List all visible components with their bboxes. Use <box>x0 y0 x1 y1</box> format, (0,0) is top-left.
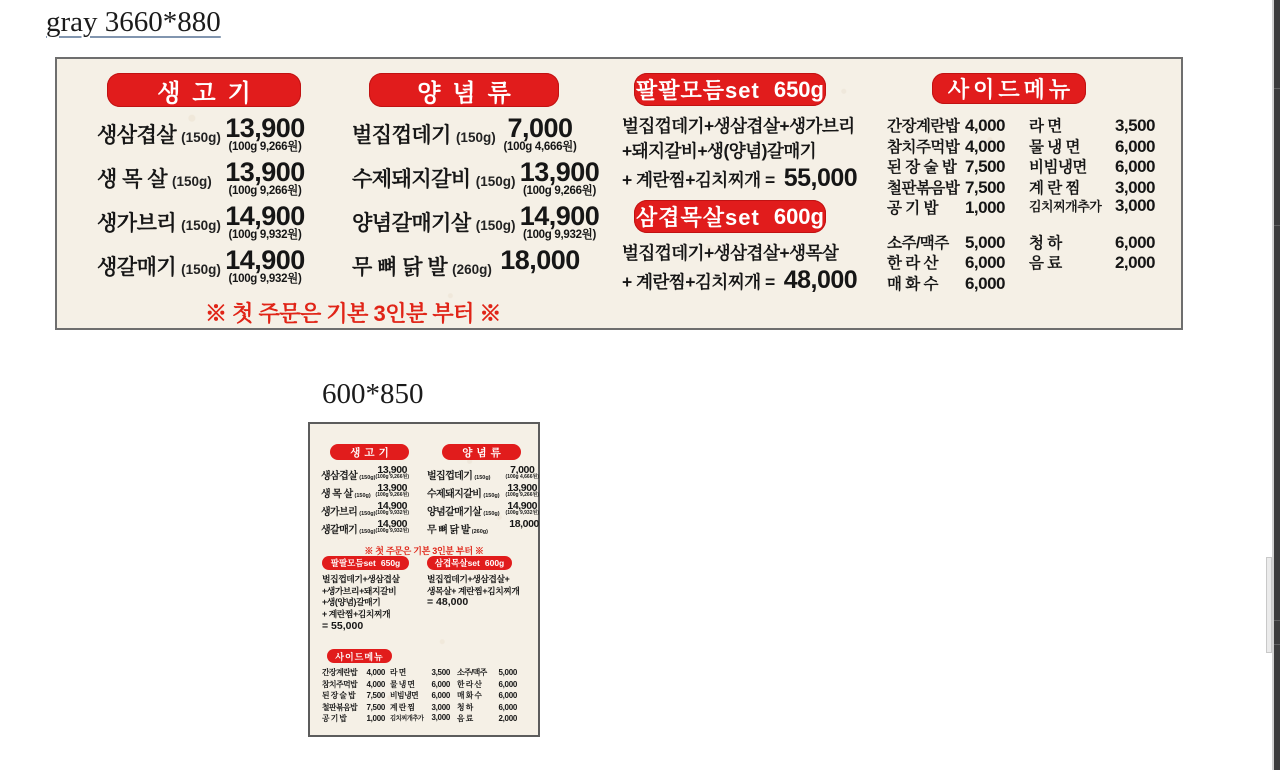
set2-description <box>622 241 857 295</box>
item-unit-price: (100g 9,266원) <box>375 474 409 480</box>
item-unit-price: (100g 9,932원) <box>375 528 409 534</box>
side-item-row <box>887 251 1005 272</box>
side-item-price: 6,000 <box>1114 157 1155 176</box>
side-item-price: 6,000 <box>498 702 517 712</box>
side-drinks-grid <box>887 231 1155 293</box>
side-item-price: 3,000 <box>431 713 450 722</box>
side-item-price: 4,000 <box>366 668 385 677</box>
set1-badge-title: 팔팔모듬set <box>636 78 760 103</box>
card-side-pair <box>390 679 450 690</box>
side-item-name: 비빔냉면 <box>1029 159 1087 176</box>
item-name: 수제돼지갈비 <box>427 489 482 500</box>
side-item-price: 4,000 <box>964 116 1005 135</box>
item-price-block <box>376 501 409 516</box>
side-item-name: 철판볶음밥 <box>887 179 960 197</box>
side-item-name: 참치주먹밥 <box>322 679 358 689</box>
item-price-block <box>221 203 309 241</box>
item-weight: (260g) <box>471 529 488 535</box>
item-price: 13,900 <box>507 482 538 494</box>
sets-column <box>622 73 858 294</box>
set1-price: 55,000 <box>783 164 858 192</box>
item-weight: (150g) <box>181 218 221 233</box>
item-price: 13,900 <box>377 482 408 494</box>
item-price-block <box>506 465 539 480</box>
set1-badge <box>634 73 826 106</box>
card-side-pair <box>322 679 385 690</box>
card-side-pair <box>390 690 450 701</box>
card-first-order-notice: ※ 첫 주문은 기본 3인분 부터 ※ <box>364 546 484 556</box>
set1-badge-weight: 650g <box>773 76 824 102</box>
item-weight: (150g) <box>455 130 496 145</box>
item-price-block <box>221 115 309 153</box>
item-price: 7,000 <box>510 464 535 476</box>
item-price-block <box>509 519 539 529</box>
card-raw-items <box>321 465 409 537</box>
set-description-line: 벌집껍데기+생삼겹살 <box>322 574 400 584</box>
side-menu-badge: 사이드메뉴 <box>932 73 1086 104</box>
side-item-price: 6,000 <box>964 253 1005 272</box>
side-item-price: 5,000 <box>964 232 1005 252</box>
side-item-name: 참치주먹밥 <box>887 138 960 156</box>
side-item-price: 6,000 <box>964 273 1005 293</box>
item-weight: (150g) <box>475 174 516 189</box>
card-raw-meat-badge: 생고기 <box>330 444 409 460</box>
side-item-price: 2,000 <box>1114 253 1155 272</box>
item-unit-price: (100g 9,932원) <box>228 273 302 285</box>
item-price: 13,900 <box>377 464 408 476</box>
set2-block <box>622 200 857 295</box>
side-item-row <box>1029 135 1155 156</box>
menu-item-row <box>427 483 539 501</box>
side-item-name: 청 하 <box>1029 234 1062 252</box>
item-price-block <box>376 483 409 498</box>
item-name: 생 목 살 <box>97 168 168 191</box>
set2-tail: + 계란찜+김치찌개 = <box>622 272 775 292</box>
side-item-price: 6,000 <box>431 679 450 689</box>
side-item-name: 김치찌개추가 <box>1029 199 1102 214</box>
side-item-row <box>1029 155 1155 176</box>
set-description-line: 벌집껍데기+생삼겹살+생목살 <box>622 243 839 263</box>
side-item-name: 계 란 찜 <box>390 702 415 712</box>
card-seasoned-badge: 양념류 <box>442 444 521 460</box>
item-price: 18,000 <box>509 518 539 530</box>
card-set2-description <box>427 574 539 609</box>
item-price: 13,900 <box>225 113 305 143</box>
item-unit-price: (100g 9,932원) <box>228 229 302 241</box>
item-name: 생갈매기 <box>321 525 358 536</box>
item-weight: (150g) <box>354 493 371 499</box>
item-weight: (150g) <box>172 174 212 189</box>
set2-badge-title: 삼겹목살set <box>636 205 760 230</box>
side-item-name: 된 장 술 밥 <box>887 159 957 176</box>
menu-item-row <box>97 247 309 291</box>
side-item-name: 공 기 밥 <box>887 200 939 217</box>
item-name: 생 목 살 <box>321 489 353 500</box>
set-description-line: 생목살+ 계란찜+김치찌개 <box>427 585 520 596</box>
side-item-price: 6,000 <box>498 691 517 700</box>
side-item-price: 7,500 <box>964 177 1005 197</box>
item-price: 13,900 <box>225 157 305 187</box>
card-side-pair <box>457 679 517 690</box>
menu-item-row <box>352 201 600 247</box>
menu-item-row <box>352 115 584 159</box>
menu-item-row <box>352 157 600 203</box>
menu-item-row <box>427 465 539 483</box>
side-item-price: 6,000 <box>1114 232 1155 252</box>
side-item-row <box>887 231 1005 252</box>
side-item-name: 비빔냉면 <box>390 691 419 700</box>
small-menu-card <box>308 422 540 737</box>
wide-menu-banner <box>55 57 1183 330</box>
card-set2-badge-weight: 600g <box>484 558 505 568</box>
item-weight: (150g) <box>181 262 221 277</box>
side-item-price: 6,000 <box>498 679 517 689</box>
side-item-price: 6,000 <box>1114 136 1155 156</box>
side-food-right <box>1029 114 1155 217</box>
side-item-row <box>887 135 1005 156</box>
seasoned-column <box>352 73 600 291</box>
card-side-pair <box>457 690 517 701</box>
side-item-name: 라 면 <box>390 668 406 677</box>
item-name: 생갈매기 <box>97 256 177 279</box>
edge-separator <box>1274 644 1280 645</box>
card-side-row <box>310 679 538 691</box>
menu-item-row <box>321 465 409 483</box>
side-drinks-left <box>887 231 1005 293</box>
item-weight: (150g) <box>483 493 500 499</box>
side-item-name: 공 기 밥 <box>322 714 347 723</box>
card-set1-badge-weight: 650g <box>380 558 401 568</box>
side-item-price: 7,500 <box>366 702 385 712</box>
first-order-notice: ※ 첫 주문은 기본 3인분 부터 ※ <box>205 301 501 326</box>
set-description-line: +생(양념)갈매기 <box>322 597 381 608</box>
set2-lines <box>622 241 857 266</box>
side-item-row <box>887 272 1005 293</box>
card-side-pair <box>457 713 517 724</box>
set-description-line: 벌집껍데기+생삼겹살+ <box>427 574 510 584</box>
item-name: 무 뼈 닭 발 <box>352 256 448 279</box>
side-item-price: 3,000 <box>431 702 450 712</box>
menu-item-row <box>321 501 409 519</box>
item-price-block <box>506 483 539 498</box>
set-description-line: +돼지갈비+생(양념)갈매기 <box>622 141 817 161</box>
card-set1-badge-title: 팔팔모듬set <box>330 558 376 568</box>
side-item-price: 4,000 <box>366 679 385 689</box>
menu-item-row <box>427 501 539 519</box>
side-item-price: 7,500 <box>366 691 385 700</box>
item-price: 13,900 <box>519 157 600 187</box>
side-item-row <box>887 196 1005 217</box>
raw-meat-badge: 생고기 <box>107 73 301 107</box>
side-drinks-right <box>1029 231 1155 293</box>
item-weight: (150g) <box>474 475 491 481</box>
item-price: 14,900 <box>507 500 538 512</box>
raw-meat-column <box>97 73 309 291</box>
item-price: 14,900 <box>377 500 408 512</box>
side-item-name: 음 료 <box>457 714 473 723</box>
side-item-name: 청 하 <box>457 702 473 712</box>
item-price: 14,900 <box>225 201 305 231</box>
item-unit-price: (100g 9,932원) <box>505 510 539 516</box>
item-price-block <box>221 159 309 197</box>
item-unit-price: (100g 9,266원) <box>228 185 302 197</box>
item-unit-price: (100g 9,266원) <box>522 185 597 197</box>
set-description-line: +생가브리+돼지갈비 <box>322 585 397 596</box>
menu-item-row <box>97 159 309 203</box>
side-item-name: 한 라 산 <box>887 255 939 272</box>
card-side-pair <box>390 702 450 713</box>
side-item-name: 매 화 수 <box>887 275 939 293</box>
side-item-price: 4,000 <box>964 136 1005 156</box>
set2-badge-weight: 600g <box>773 203 824 229</box>
card-side-pair <box>322 713 385 724</box>
item-price-block <box>496 247 584 273</box>
item-name: 생삼겹살 <box>321 471 358 482</box>
card-side-pair <box>322 690 385 701</box>
card-side-row <box>310 667 538 679</box>
raw-meat-items <box>97 115 309 291</box>
item-price-block <box>515 159 603 197</box>
side-item-name: 된 장 술 밥 <box>322 691 356 700</box>
card-side-menu-badge: 사이드메뉴 <box>327 649 392 663</box>
item-unit-price: (100g 9,266원) <box>375 492 409 498</box>
item-weight: (150g) <box>475 218 516 233</box>
side-item-name: 음 료 <box>1029 255 1062 272</box>
seasoned-badge: 양념류 <box>369 73 559 107</box>
item-price-block <box>376 465 409 480</box>
side-item-name: 간장계란밥 <box>887 118 960 135</box>
card-side-pair <box>390 667 450 678</box>
side-item-price: 1,000 <box>366 714 385 723</box>
item-name: 양념갈매기살 <box>352 212 471 235</box>
item-unit-price: (100g 9,266원) <box>505 492 539 498</box>
item-unit-price: (100g 4,666원) <box>505 474 539 480</box>
set-description-line: 벌집껍데기+생삼겹살+생가브리 <box>622 116 855 136</box>
item-price-block <box>221 247 309 285</box>
item-price-block <box>515 203 603 241</box>
menu-item-row <box>321 519 409 537</box>
item-price: 14,900 <box>519 201 600 231</box>
item-price: 18,000 <box>500 245 580 275</box>
seasoned-items <box>352 113 600 291</box>
item-price-block <box>376 519 409 534</box>
set1-block <box>622 73 857 193</box>
card-side-pair <box>390 713 450 722</box>
item-name: 수제돼지갈비 <box>352 168 471 191</box>
item-price-block <box>506 501 539 516</box>
side-food-left <box>887 114 1005 217</box>
set1-final-line <box>622 164 857 193</box>
card-set1-description <box>322 574 427 633</box>
item-name: 생삼겹살 <box>97 124 177 147</box>
card-side-menu-table <box>310 667 538 725</box>
side-item-price: 6,000 <box>431 691 450 700</box>
set2-price: 48,000 <box>783 266 858 294</box>
item-weight: (150g) <box>359 475 376 481</box>
menu-item-row <box>321 483 409 501</box>
set1-tail: + 계란찜+김치찌개 = <box>622 170 775 190</box>
side-item-price: 7,500 <box>964 157 1005 176</box>
item-unit-price: (100g 9,932원) <box>522 229 597 241</box>
item-unit-price: (100g 4,666원) <box>503 141 577 153</box>
item-weight: (150g) <box>483 511 500 517</box>
side-item-row <box>887 176 1005 197</box>
side-item-price: 1,000 <box>964 198 1005 217</box>
item-price: 14,900 <box>377 518 408 530</box>
card-seasoned-items <box>427 465 539 537</box>
side-menu-column <box>887 73 1155 292</box>
side-item-row <box>1029 251 1155 272</box>
edge-separator <box>1274 620 1280 621</box>
menu-item-row <box>97 203 309 247</box>
card-set2-badge <box>427 556 512 570</box>
side-item-row <box>1029 231 1155 252</box>
side-item-name: 김치찌개추가 <box>390 715 424 722</box>
side-item-name: 소주/맥주 <box>457 668 487 677</box>
item-weight: (150g) <box>359 511 376 517</box>
item-weight: (150g) <box>181 130 221 145</box>
side-item-price: 5,000 <box>498 668 517 677</box>
item-name: 생가브리 <box>321 507 358 518</box>
item-price: 14,900 <box>225 245 305 275</box>
card-side-pair <box>457 667 517 678</box>
side-item-name: 라 면 <box>1029 118 1062 135</box>
card-side-pair <box>457 702 517 713</box>
side-item-name: 간장계란밥 <box>322 668 358 677</box>
small-size-label: 600*850 <box>322 378 424 410</box>
side-item-name: 철판볶음밥 <box>322 702 358 712</box>
side-item-price: 3,500 <box>431 668 450 677</box>
side-item-row <box>887 155 1005 176</box>
side-item-name: 물 냉 면 <box>390 679 415 689</box>
side-item-price: 3,000 <box>1114 196 1155 215</box>
set-description-line: = 55,000 <box>322 619 364 632</box>
side-item-name: 물 냉 면 <box>1029 138 1081 156</box>
set2-badge <box>634 200 826 233</box>
menu-item-row <box>352 247 584 291</box>
item-name: 양념갈매기살 <box>427 507 482 518</box>
side-item-name: 매 화 수 <box>457 691 482 700</box>
side-item-row <box>887 114 1005 135</box>
side-item-row <box>1029 114 1155 135</box>
side-food-grid <box>887 114 1155 217</box>
right-edge-panel[interactable] <box>1274 0 1280 770</box>
item-name: 벌집껍데기 <box>427 471 473 482</box>
set-description-line: = 48,000 <box>427 596 469 609</box>
card-side-row <box>310 702 538 714</box>
side-item-name: 한 라 산 <box>457 679 482 689</box>
side-item-price: 2,000 <box>498 714 517 723</box>
item-weight: (260g) <box>452 262 492 277</box>
item-name: 생가브리 <box>97 212 177 235</box>
card-side-pair <box>322 702 385 713</box>
side-item-price: 3,500 <box>1114 116 1155 135</box>
card-set2-badge-title: 삼겹목살set <box>434 558 480 568</box>
side-item-name: 계 란 찜 <box>1029 179 1081 197</box>
item-name: 벌집껍데기 <box>352 124 451 147</box>
side-item-row <box>1029 176 1155 197</box>
item-name: 무 뼈 닭 발 <box>427 525 470 536</box>
card-side-pair <box>322 667 385 678</box>
card-side-row <box>310 690 538 702</box>
side-item-name: 소주/맥주 <box>887 234 949 252</box>
menu-item-row <box>427 519 539 537</box>
side-item-price: 3,000 <box>1114 177 1155 197</box>
set1-lines <box>622 114 857 164</box>
set1-description <box>622 114 857 193</box>
edge-separator <box>1274 225 1280 226</box>
card-side-row <box>310 713 538 725</box>
side-item-row <box>1029 196 1155 217</box>
set-description-line: + 계란찜+김치찌개 <box>322 609 391 620</box>
item-price: 7,000 <box>507 113 573 143</box>
menu-item-row <box>97 115 309 159</box>
item-price-block <box>496 115 584 153</box>
wide-size-label: gray 3660*880 <box>46 6 221 38</box>
card-set1-badge <box>322 556 409 570</box>
item-weight: (150g) <box>359 529 376 535</box>
set2-final-line <box>622 266 857 295</box>
item-unit-price: (100g 9,932원) <box>375 510 409 516</box>
item-unit-price: (100g 9,266원) <box>228 141 302 153</box>
edge-separator <box>1274 88 1280 89</box>
